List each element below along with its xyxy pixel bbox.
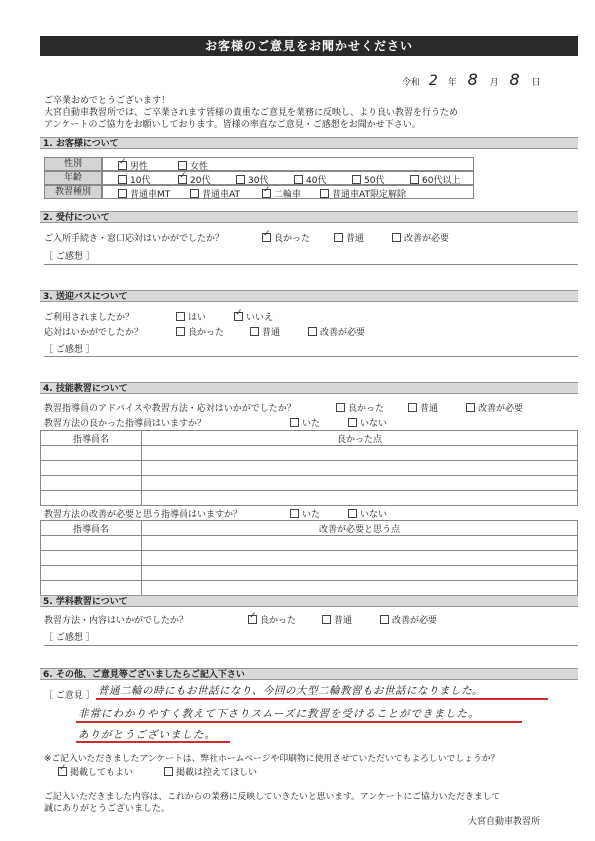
column-header: 指導員名 [41,521,142,536]
checkbox[interactable] [176,327,185,336]
checkbox-checked[interactable] [178,175,187,184]
page-title: お客様のご意見をお聞かせください [40,36,578,56]
section-6-header: 6. その他、ご意見等ございましたらご記入下さい [40,668,578,680]
checkbox[interactable] [176,312,185,321]
date-line [402,70,541,89]
s4-q1: 教習指導員のアドバイスや教習方法・応対はいかがでしたか？ [44,404,296,414]
table-row[interactable] [41,491,578,506]
s6-comment-label: ［ ご意見 ］ [44,691,95,701]
signature: 大宮自動車教習所 [468,817,541,827]
handwritten-line-1[interactable]: 普通二輪の時にもお世話になり、今回の大型二輪教習もお世話になりました。 [98,685,483,697]
course-motorcycle[interactable]: ✓ 二輪車 [262,187,301,200]
s5-question: 教習方法・内容はいかがでしたか？ [44,616,189,626]
age-50s[interactable]: 50代 [352,173,384,186]
s2-option-normal[interactable]: 普通 [334,231,364,244]
s4-option-normal[interactable]: 普通 [408,401,438,414]
s2-option-improve[interactable]: 改善が必要 [392,231,449,244]
table-row[interactable] [41,461,578,476]
s2-comment-label: ［ ご感想 ］ [44,252,95,262]
s4-q2: 教習方法の良かった指導員はいますか？ [44,419,207,429]
s3-q2: 応対はいかがでしたか？ [44,328,144,338]
red-underline-3 [76,741,230,743]
course-at-limit-removal[interactable]: 普通車AT限定解除 [320,187,406,200]
consent-ok[interactable]: ✓掲載してもよい [58,765,133,778]
s5-option-good[interactable]: ✓ 良かった [248,613,296,626]
table-row[interactable] [41,476,578,491]
s4-q3-no[interactable]: いない [348,507,387,520]
table-row[interactable] [41,566,578,581]
checkbox[interactable] [290,509,299,518]
intro-line-2: 大宮自動車教習所では、ご卒業されます皆様の貴重なご意見を業務に反映し、より良い教習を行うため [44,108,459,118]
red-underline-2 [76,721,522,723]
closing-line-1: ご記入いただきました内容は、これからの業務に反映していきたいと思います。アンケートにご協力いただきまして [44,792,501,802]
checkbox[interactable] [352,175,361,184]
section-3-header: 3. 送迎バスについて [40,290,578,302]
handwritten-line-2[interactable]: 非常にわかりやすく教えて下さりスムーズに教習を受けることができました。 [78,708,480,720]
age-20s[interactable]: ✓ 20代 [178,173,210,186]
s4-q2-yes[interactable]: いた [290,416,320,429]
date-day-unit: 日 [531,78,541,88]
s4-option-good[interactable]: 良かった [336,401,384,414]
s3-comment-label: ［ ご感想 ］ [44,345,95,355]
checkbox[interactable] [348,509,357,518]
checkbox[interactable] [392,233,401,242]
column-header: 指導員名 [41,431,142,446]
label-age: 年齢 [44,171,102,185]
consent-decline[interactable]: 掲載は控えてほしい [164,765,257,778]
s2-question: ご入所手続き・窓口応対はいかがでしたか？ [44,234,225,244]
s2-comment-line[interactable] [44,264,578,265]
course-mt[interactable]: 普通車MT [118,187,170,200]
checkbox[interactable] [190,189,199,198]
course-at[interactable]: 普通車AT [190,187,240,200]
date-era: 令和 [402,78,421,88]
checkbox[interactable] [410,175,419,184]
intro-line-3: アンケートのご協力をお願いしております。皆様の率直なご意見・ご感想をお聞かせ下さい。 [44,120,421,130]
date-year-unit: 年 [447,78,457,88]
s4-option-improve[interactable]: 改善が必要 [466,401,523,414]
checkbox[interactable] [250,327,259,336]
checkbox[interactable] [408,403,417,412]
checkbox-checked[interactable] [262,233,271,242]
checkbox[interactable] [290,418,299,427]
closing-line-2: 誠にありがとうございました。 [44,804,171,814]
checkbox[interactable] [322,615,331,624]
s3-option-improve[interactable]: 改善が必要 [308,325,365,338]
gender-female[interactable]: 女性 [178,159,208,172]
section-5-header: 5. 学科教習について [40,595,578,607]
checkbox[interactable] [294,175,303,184]
table-row[interactable] [41,446,578,461]
gender-row [102,157,474,171]
table-row[interactable] [41,581,578,596]
section-4-header: 4. 技能教習について [40,382,578,394]
table-row[interactable] [41,536,578,551]
checkbox[interactable] [118,189,127,198]
s3-q1: ご利用されましたか？ [44,313,135,323]
gender-male[interactable]: ✓男性 [118,159,148,172]
s2-option-good[interactable]: ✓ 良かった [262,231,310,244]
improve-instructor-table [40,520,578,596]
checkbox-checked[interactable] [118,161,127,170]
s5-comment-line[interactable] [44,645,578,646]
date-month[interactable]: 8 [467,70,479,89]
good-instructor-table [40,430,578,506]
checkbox[interactable] [236,175,245,184]
column-header: 良かった点 [142,431,578,446]
section-1-header: 1. お客様について [40,137,578,149]
date-year[interactable]: 2 [428,73,439,89]
handwritten-line-3[interactable]: ありがとうございました。 [78,729,216,741]
checkbox[interactable] [308,327,317,336]
intro-line-1: ご卒業おめでとうございます！ [44,96,171,106]
red-underline-1 [96,698,548,700]
column-header: 改善が必要と思う点 [142,521,578,536]
checkbox[interactable] [348,418,357,427]
s5-comment-label: ［ ご感想 ］ [44,633,95,643]
checkbox[interactable] [334,233,343,242]
s4-q2-no[interactable]: いない [348,416,387,429]
s3-no[interactable]: ✓ いいえ [234,310,273,323]
section-2-header: 2. 受付について [40,211,578,223]
age-40s[interactable]: 40代 [294,173,326,186]
table-row[interactable] [41,551,578,566]
checkbox[interactable] [178,161,187,170]
date-month-unit: 月 [489,78,499,88]
checkbox[interactable] [118,175,127,184]
label-gender: 性別 [44,157,102,171]
checkbox-checked[interactable] [58,767,67,776]
checkbox[interactable] [336,403,345,412]
checkbox[interactable] [164,767,173,776]
checkbox[interactable] [380,615,389,624]
s3-option-normal[interactable]: 普通 [250,325,280,338]
s3-yes[interactable]: はい [176,310,206,323]
checkbox-checked[interactable] [262,189,271,198]
age-60s-plus[interactable]: 60代以上 [410,173,460,186]
age-30s[interactable]: 30代 [236,173,268,186]
s5-option-improve[interactable]: 改善が必要 [380,613,437,626]
checkbox-checked[interactable] [234,312,243,321]
checkbox-checked[interactable] [248,615,257,624]
s3-option-good[interactable]: 良かった [176,325,224,338]
s4-q3-yes[interactable]: いた [290,507,320,520]
s3-comment-line[interactable] [44,356,578,357]
consent-question: ※ご記入いただきましたアンケートは、弊社ホームページや印刷物に使用させていただいてもよろしいでしょうか？ [44,754,500,764]
checkbox[interactable] [320,189,329,198]
date-day[interactable]: 8 [509,70,521,89]
age-10s[interactable]: 10代 [118,173,150,186]
label-course: 教習種別 [44,185,102,199]
s5-option-normal[interactable]: 普通 [322,613,352,626]
s4-q3: 教習方法の改善が必要と思う指導員はいますか？ [44,510,243,520]
checkbox[interactable] [466,403,475,412]
